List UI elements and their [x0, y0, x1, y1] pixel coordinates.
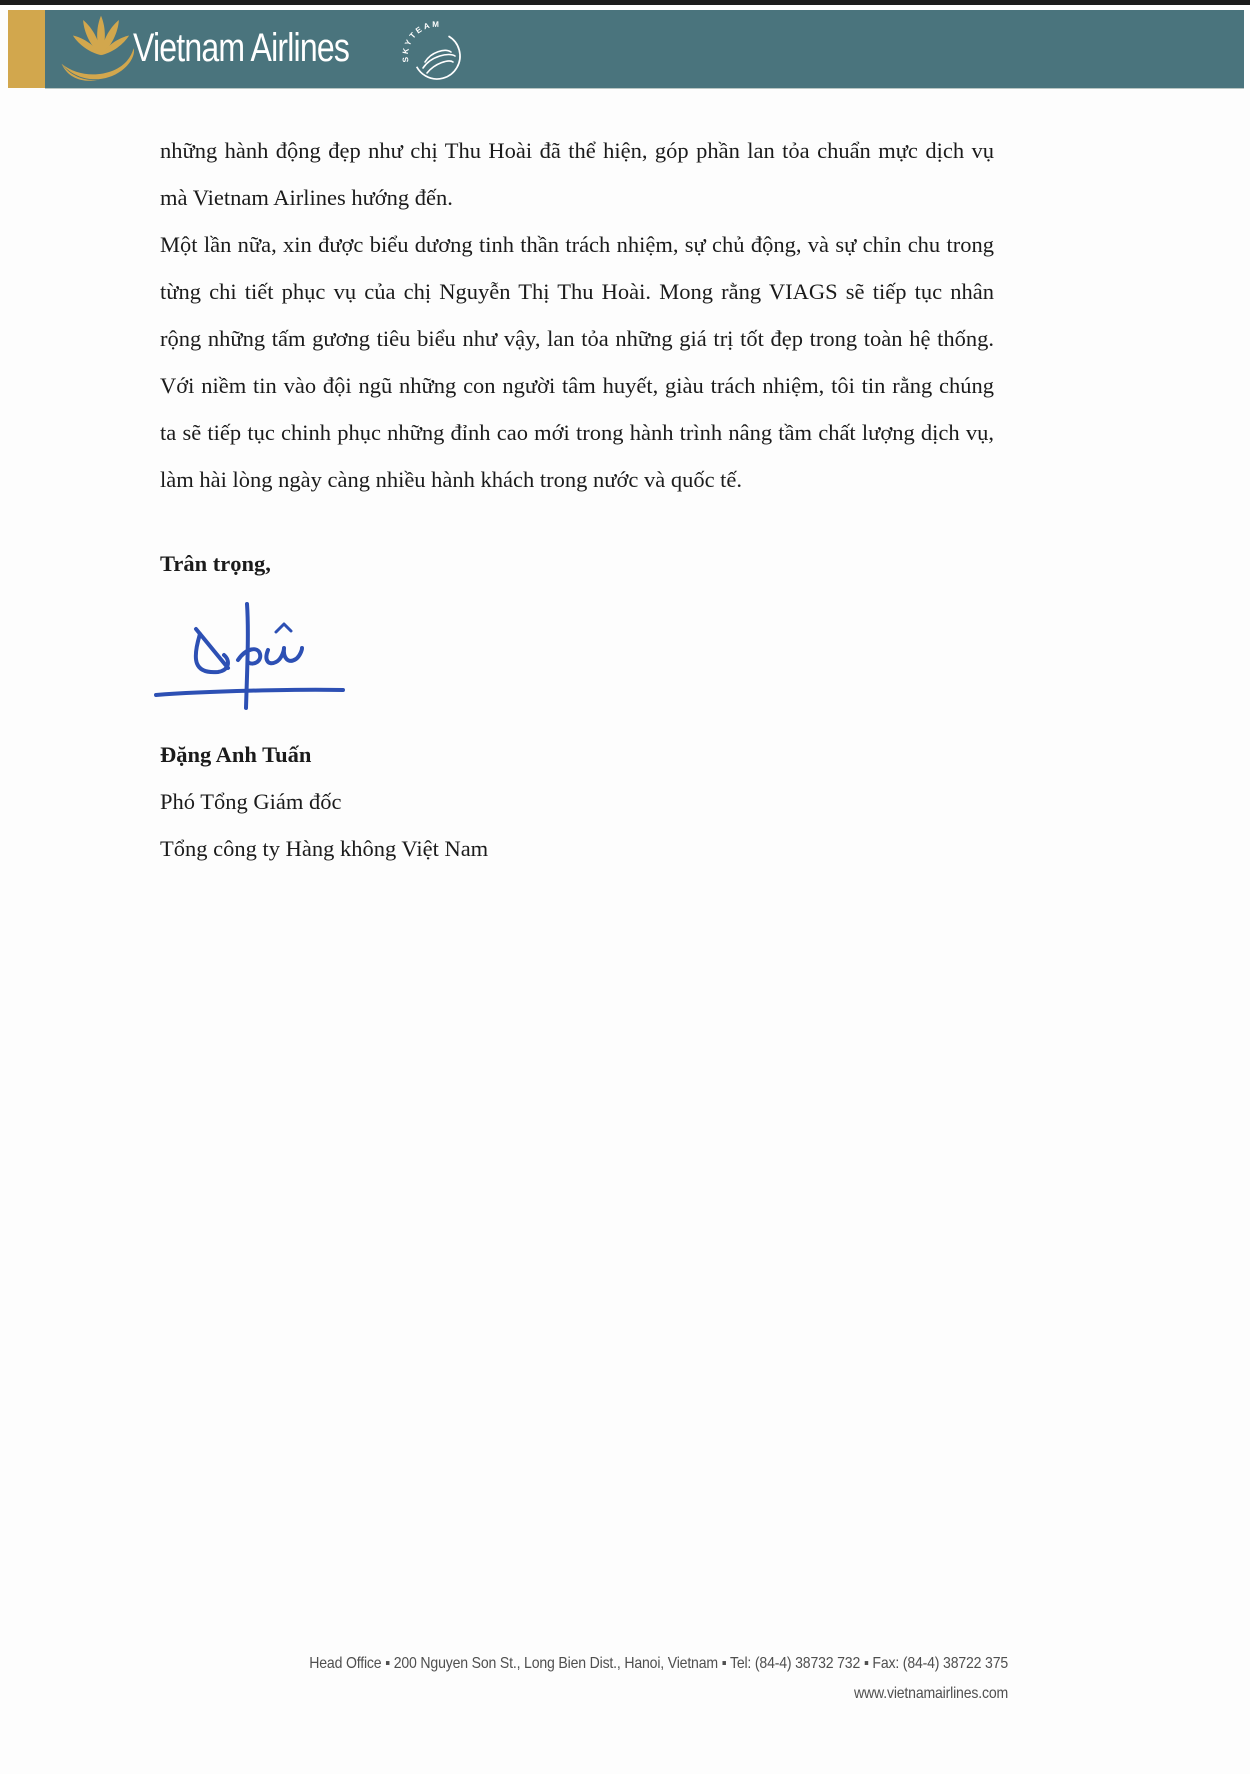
- brand-wordmark: Vietnam Airlines: [133, 26, 350, 70]
- top-black-bar: [0, 0, 1250, 5]
- signatory-title: Phó Tổng Giám đốc: [160, 789, 342, 814]
- footer-website: www.vietnamairlines.com: [853, 1685, 1008, 1702]
- closing-salutation: Trân trọng,: [160, 551, 271, 576]
- letterhead-banner: [45, 10, 1244, 89]
- gold-accent-block: [8, 10, 45, 88]
- skyteam-logo: [397, 12, 481, 88]
- letterhead-footer: [309, 1649, 1008, 1709]
- footer-address-line: Head Office ▪ 200 Nguyen Son St., Long Bien Dist., Hanoi, Vietnam ▪ Tel: (84-4) 38732 732 ▪ Fax: (84-4) 38722 375: [309, 1655, 1008, 1672]
- signature-handwriting: [150, 598, 350, 713]
- signatory-block: [160, 731, 488, 872]
- letter-body: [160, 127, 994, 503]
- signatory-organization: Tổng công ty Hàng không Việt Nam: [160, 836, 489, 861]
- svg-text:SKYTEAM: SKYTEAM: [400, 19, 442, 63]
- paragraph: Một lần nữa, xin được biểu dương tinh thần trách nhiệm, sự chủ động, và sự chỉn chu trong từng chi tiết phục vụ của chị Nguyễn Thị Thu Hoài. Mong rằng VIAGS sẽ tiếp tục nhân rộng những tấm gương tiêu biểu như vậy, lan tỏa những giá trị tốt đẹp trong toàn hệ thống. Với niềm tin vào đội ngũ những con người tâm huyết, giàu trách nhiệm, tôi tin rằng chúng ta sẽ tiếp tục chinh phục những đỉnh cao mới trong hành trình nâng tầm chất lượng dịch vụ, làm hài lòng ngày càng nhiều hành khách trong nước và quốc tế.: [160, 232, 994, 492]
- signatory-name: Đặng Anh Tuấn: [160, 742, 312, 767]
- paragraph: những hành động đẹp như chị Thu Hoài đã thể hiện, góp phần lan tỏa chuẩn mực dịch vụ mà Vietnam Airlines hướng đến.: [160, 138, 994, 210]
